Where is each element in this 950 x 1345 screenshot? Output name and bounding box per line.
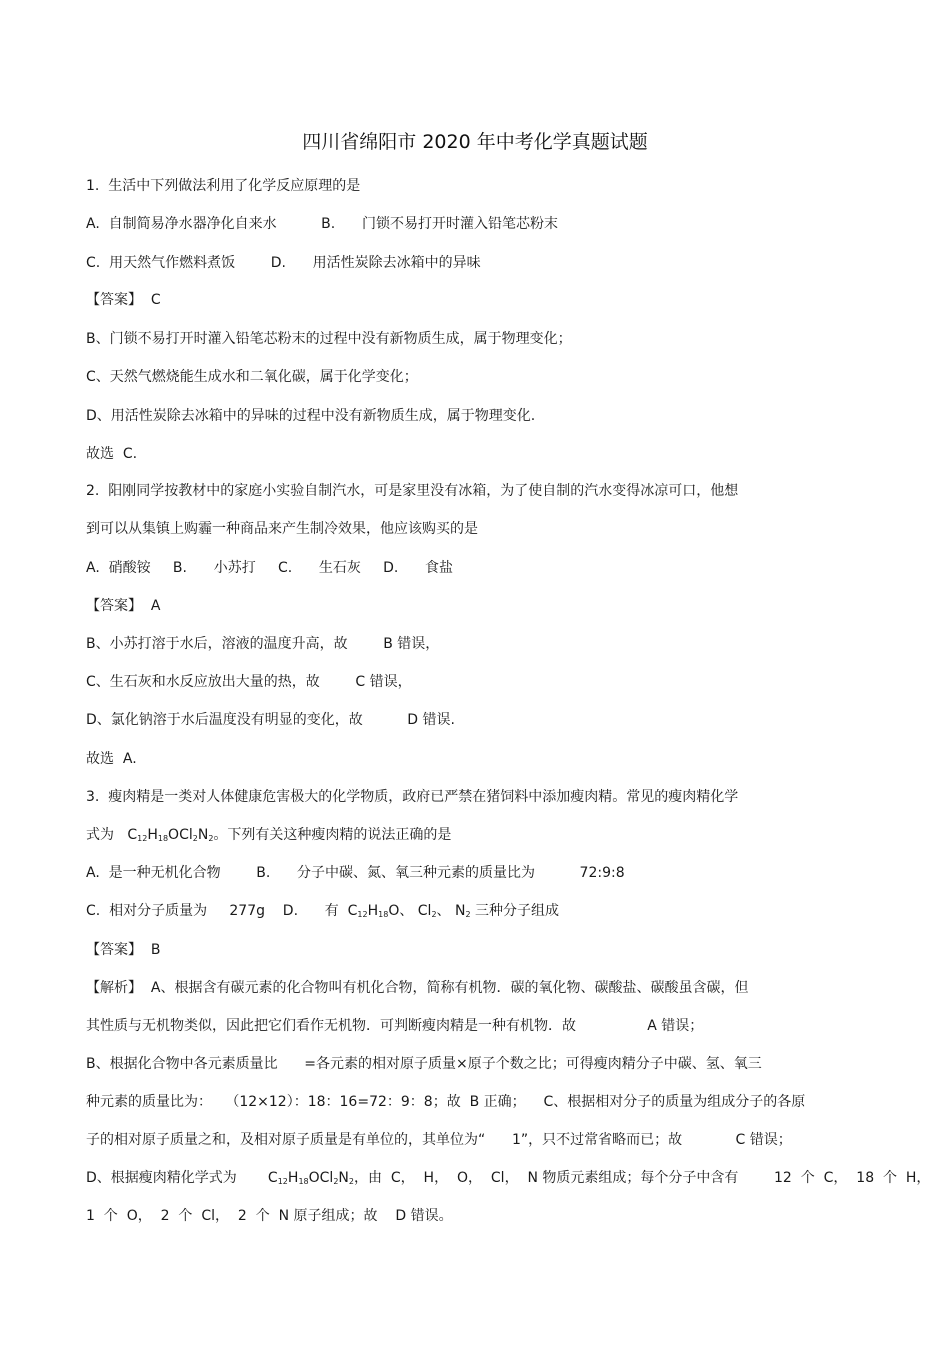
question-1-explanation-c: C、天然气燃烧能生成水和二氧化碳，属于化学变化； (86, 369, 418, 385)
question-3-analysis-b: B、根据化合物中各元素质量比 =各元素的相对原子质量×原子个数之比；可得瘦肉精分子中碳、氢、氧三 (86, 1056, 762, 1072)
question-3-analysis-d: D、根据瘦肉精化学式为 $C_{12}H_{18}OCl_2N_2$，由 C， H， O， Cl， N 物质元素组成；每个分子中含有 12 个 C， 18 个 H， (86, 1170, 931, 1186)
question-3-analysis-c: 子的相对原子质量之和，及相对原子质量是有单位的，其单位为“ 1”，只不过常省略而已；故 C 错误； (86, 1132, 792, 1148)
question-2-explanation-c: C、生石灰和水反应放出大量的热，故 C 错误， (86, 674, 412, 690)
question-1-options-cd: C. 用天然气作燃料煮饭 D. 用活性炭除去冰箱中的异味 (86, 255, 481, 271)
question-3-analysis-a: 【解析】 A、根据含有碳元素的化合物叫有机化合物，简称有机物．碳的氧化物、碳酸盐、碳酸虽含碳，但 (86, 980, 749, 996)
question-1-conclusion: 故选 C. (86, 446, 138, 462)
question-3-analysis-b-cont: 种元素的质量比为： （12×12）：18：16=72：9：8；故 B 正确； C、根据相对分子的质量为组成分子的各原 (86, 1094, 806, 1110)
question-2-options: A. 硝酸铵 B. 小苏打 C. 生石灰 D. 食盐 (86, 560, 454, 576)
question-3-analysis-a-cont: 其性质与无机物类似，因此把它们看作无机物．可判断瘦肉精是一种有机物．故 A 错误； (86, 1018, 704, 1034)
question-1-stem: 1. 生活中下列做法利用了化学反应原理的是 (86, 178, 361, 194)
question-1-answer: 【答案】 C (86, 292, 161, 308)
question-3-options-ab: A. 是一种无机化合物 B. 分子中碳、氮、氧三种元素的质量比为 72:9:8 (86, 865, 625, 881)
question-2-explanation-b: B、小苏打溶于水后，溶液的温度升高，故 B 错误， (86, 636, 440, 652)
question-1-explanation-d: D、用活性炭除去冰箱中的异味的过程中没有新物质生成，属于物理变化. (86, 408, 536, 424)
question-3-analysis-d-cont: 1 个 O， 2 个 Cl， 2 个 N 原子组成；故 D 错误。 (86, 1208, 453, 1224)
page-title: 四川省绵阳市 2020 年中考化学真题试题 (302, 131, 648, 153)
question-1-options-ab: A. 自制简易净水器净化自来水 B. 门锁不易打开时灌入铅笔芯粉末 (86, 216, 558, 232)
question-1-explanation-b: B、门锁不易打开时灌入铅笔芯粉末的过程中没有新物质生成，属于物理变化； (86, 331, 572, 347)
question-3-options-cd: C. 相对分子质量为 277g D. 有 $C_{12}H_{18}O$、 $Cl_2$、 $N_2$ 三种分子组成 (86, 903, 560, 919)
question-2-stem: 2. 阳刚同学按教材中的家庭小实验自制汽水，可是家里没有冰箱，为了使自制的汽水变得冰凉可口，他想 (86, 483, 739, 499)
question-3-answer: 【答案】 B (86, 942, 161, 958)
question-3-stem: 3. 瘦肉精是一类对人体健康危害极大的化学物质，政府已严禁在猪饲料中添加瘦肉精。常见的瘦肉精化学 (86, 789, 739, 805)
question-2-stem-cont: 到可以从集镇上购霾一种商品来产生制冷效果，他应该购买的是 (86, 521, 478, 537)
question-3-formula-line: 式为 $C_{12}H_{18}OCl_2N_2$。下列有关这种瘦肉精的说法正确的是 (86, 827, 452, 843)
question-2-conclusion: 故选 A. (86, 751, 137, 767)
question-2-explanation-d: D、氯化钠溶于水后温度没有明显的变化，故 D 错误. (86, 712, 455, 728)
question-2-answer: 【答案】 A (86, 598, 161, 614)
